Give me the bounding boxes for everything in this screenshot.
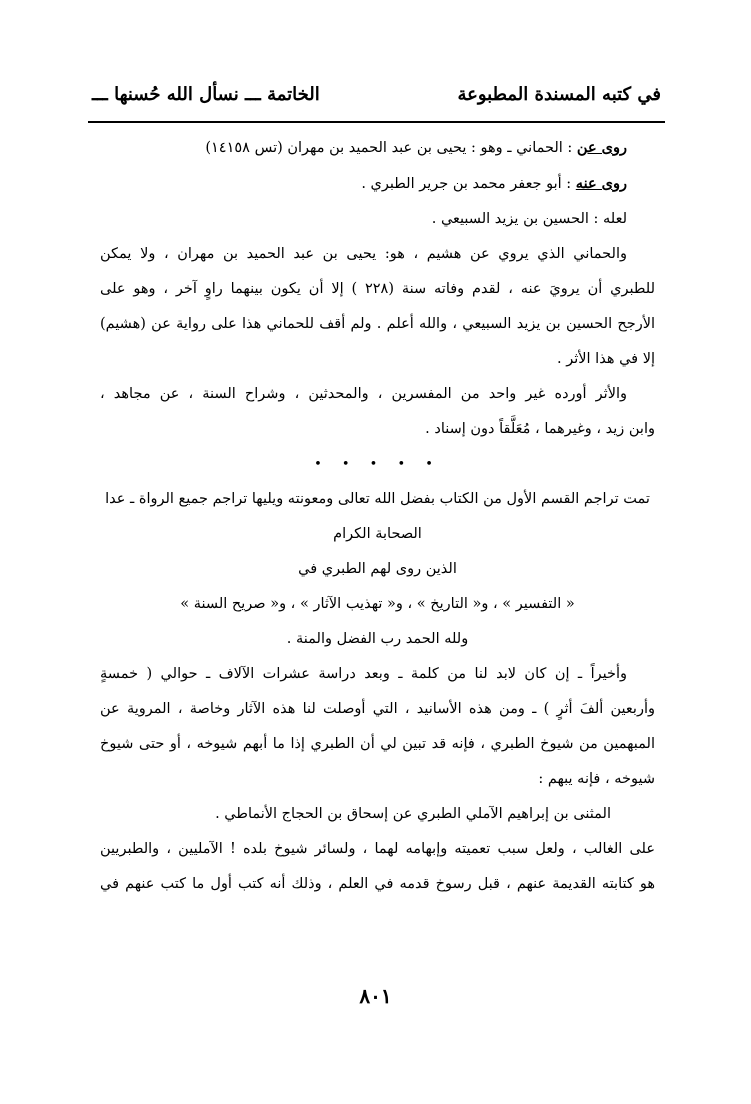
running-header	[92, 84, 661, 118]
header-book-title: في كتبه المسندة المطبوعة	[457, 84, 661, 105]
closing-line-3: الذين روى لهم الطبري في	[298, 561, 457, 577]
header-rule	[88, 121, 665, 123]
narrated-by-label: روى عنه	[575, 175, 627, 192]
closing-line-2: الصحابة الكرام	[333, 526, 422, 542]
para3-line-2: وأربعين ألفَ أثرٍ ) ـ ومن هذه الأسانيد ، التي أوصلت لنا هذه الآثار وخاصة ، المروية عن	[100, 701, 655, 717]
para1-line-3: الأرجح الحسين بن يزيد السبيعي ، والله أعلم . ولم أقف للحماني هذا على رواية عن (هشيم)	[100, 316, 655, 332]
narrated-from-label: روى عن	[576, 139, 627, 156]
narrated-from-line	[100, 130, 655, 166]
page-body	[100, 130, 655, 902]
para5-line-1: على الغالب ، ولعل سبب تعميته وإبهامه لهما ، ولسائر شيوخ بلده ! الآمليين ، والطبريين	[100, 841, 655, 857]
narrated-by-text: : أبو جعفر محمد بن جرير الطبري .	[361, 176, 572, 192]
closing-line-4: « التفسير » ، و« التاريخ » ، و« تهذيب الآثار » ، و« صريح السنة »	[180, 596, 575, 612]
page-number: ٨٠١	[359, 984, 392, 1008]
narrated-from-text: : الحماني ـ وهو : يحيى بن عبد الحميد بن مهران (تس ١٤١٥٨)	[205, 140, 573, 156]
para1-line-2: للطبري أن يرويَ عنه ، لقدم وفاته سنة (٢٢٨ ) إلا أن يكون بينهما راوٍ آخر ، وهو على	[100, 281, 655, 297]
para4-line: المثنى بن إبراهيم الآملي الطبري عن إسحاق بن الحجاج الأنماطي .	[215, 806, 611, 822]
closing-line-5: ولله الحمد رب الفضل والمنة .	[286, 631, 469, 647]
header-section-title: الخاتمة ـــ نسأل الله حُسنها ـــ	[92, 84, 320, 105]
para2-line-1: والأثر أورده غير واحد من المفسرين ، والمحدثين ، وشراح السنة ، عن مجاهد ،	[100, 386, 627, 402]
para3-line-1: وأخيراً ـ إن كان لابد لنا من كلمة ـ وبعد دراسة عشرات الآلاف ـ حوالي ( خمسةٍ	[100, 666, 627, 682]
closing-line-1: تمت تراجم القسم الأول من الكتاب بفضل الله تعالى ومعونته ويليها تراجم جميع الرواة ـ عدا	[105, 491, 650, 507]
para1-line-1: والحماني الذي يروي عن هشيم ، هو: يحيى بن عبد الحميد بن مهران ، ولا يمكن	[100, 246, 627, 262]
para3-line-4: شيوخه ، فإنه يبهم :	[538, 771, 655, 787]
para5-line-2: هو كتابته القديمة عنهم ، قبل رسوخ قدمه في العلم ، وذلك أنه كتب أول ما كتب عنهم في	[100, 876, 655, 892]
para3-line-3: المبهمين من شيوخ الطبري ، فإنه قد تبين لي أن الطبري إذا ما أبهم شيوخه ، أو حتى شيوخ	[100, 736, 655, 752]
para2-line-2: وابن زيد ، وغيرهما ، مُعَلَّقاً دون إسناد .	[425, 421, 655, 437]
narrated-by-line	[100, 166, 655, 202]
separator-dots: • • • • •	[314, 457, 441, 472]
para1-line-4: إلا في هذا الأثر .	[557, 351, 655, 367]
perhaps-line: لعله : الحسين بن يزيد السبيعي .	[431, 211, 627, 227]
